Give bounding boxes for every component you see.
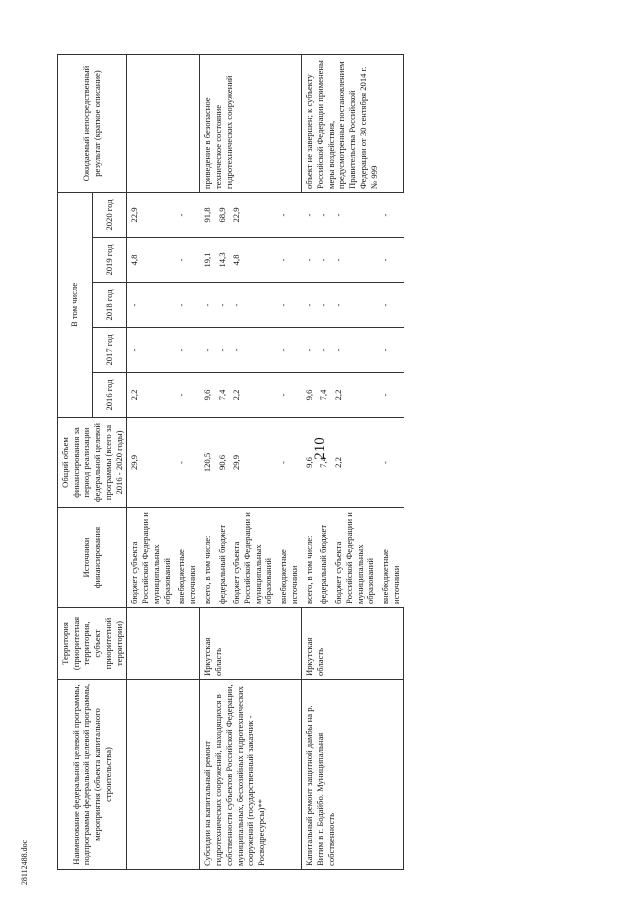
year-cell: - <box>378 328 403 373</box>
year-cell: - <box>276 373 301 418</box>
year-cell: - <box>316 238 331 283</box>
header-year: 2016 год <box>92 373 127 418</box>
header-sources: Источники финансирования <box>58 508 127 608</box>
rotated-table-container <box>57 55 557 870</box>
year-cell: 68,9 <box>215 193 230 238</box>
header-name: Наименование федеральной целевой программы, подпрограммы федеральной целевой программы, мероприятия (объекта капитального строительства) <box>58 680 127 870</box>
total-cell: 29,9 <box>229 418 276 508</box>
total-cell: - <box>174 418 199 508</box>
source-cell: бюджет субъекта Российской Федерации и муниципальных образований <box>229 508 276 608</box>
source-cell: внебюджетные источники <box>276 508 301 608</box>
year-cell: 9,6 <box>302 373 317 418</box>
year-cell: - <box>302 283 317 328</box>
year-cell: 14,3 <box>215 238 230 283</box>
year-cell: 2,2 <box>127 373 174 418</box>
total-cell: 9,6 <box>302 418 317 508</box>
source-cell: всего, в том числе: <box>302 508 317 608</box>
year-cell: - <box>229 283 276 328</box>
year-cell: - <box>276 193 301 238</box>
territory-cell: Иркутская область <box>302 608 404 680</box>
year-cell: - <box>331 238 378 283</box>
year-cell: 4,8 <box>229 238 276 283</box>
year-cell: - <box>378 193 403 238</box>
name-cell: Капитальный ремонт защитной дамбы на р. Витим в г. Бодайбо. Муниципальная собственность <box>302 680 404 870</box>
source-cell: федеральный бюджет <box>215 508 230 608</box>
total-cell: 120,5 <box>200 418 215 508</box>
table-row <box>127 55 174 870</box>
year-cell: - <box>215 328 230 373</box>
total-cell: 7,4 <box>316 418 331 508</box>
header-year: 2020 год <box>92 193 127 238</box>
year-cell: - <box>127 328 174 373</box>
header-year: 2018 год <box>92 283 127 328</box>
year-cell: 4,8 <box>127 238 174 283</box>
year-cell: - <box>331 328 378 373</box>
year-cell: - <box>200 328 215 373</box>
header-year: 2017 год <box>92 328 127 373</box>
year-cell: 91,8 <box>200 193 215 238</box>
total-cell: 2,2 <box>331 418 378 508</box>
header-year: 2019 год <box>92 238 127 283</box>
year-cell: - <box>174 328 199 373</box>
year-cell: - <box>316 193 331 238</box>
total-cell: - <box>378 418 403 508</box>
year-cell: - <box>302 328 317 373</box>
result-cell: объект не завершен; к субъекту Российской Федерации применены меры воздействия, предусмотренные постановлением Правительства Российской Федерации от 30 сентября 2014 г. № 999 <box>302 55 404 193</box>
header-territory: Территория (приоритетная территория, субъект приоритетной территории) <box>58 608 127 680</box>
year-cell: - <box>378 238 403 283</box>
table-row <box>200 55 215 870</box>
year-cell: - <box>200 283 215 328</box>
result-cell: приведение в безопасное техническое состояние гидротехнических сооружений <box>200 55 302 193</box>
source-cell: внебюджетные источники <box>174 508 199 608</box>
year-cell: - <box>378 283 403 328</box>
year-cell: 2,2 <box>229 373 276 418</box>
year-cell: - <box>174 283 199 328</box>
year-cell: 7,4 <box>215 373 230 418</box>
total-cell: 90,6 <box>215 418 230 508</box>
year-cell: 22,9 <box>127 193 174 238</box>
name-cell <box>127 680 200 870</box>
year-cell: - <box>174 238 199 283</box>
year-cell: - <box>229 328 276 373</box>
header-including: В том числе <box>58 193 93 418</box>
total-cell: - <box>276 418 301 508</box>
source-cell: внебюджетные источники <box>378 508 403 608</box>
year-cell: - <box>302 193 317 238</box>
source-cell: федеральный бюджет <box>316 508 331 608</box>
year-cell: 9,6 <box>200 373 215 418</box>
year-cell: 2,2 <box>331 373 378 418</box>
page-number: 210 <box>311 437 328 460</box>
year-cell: 22,9 <box>229 193 276 238</box>
source-cell: бюджет субъекта Российской Федерации и муниципальных образований <box>127 508 174 608</box>
year-cell: - <box>378 373 403 418</box>
year-cell: - <box>174 373 199 418</box>
document-filename: 28112488.doc <box>20 839 30 886</box>
header-result: Ожидаемый непосредственный результат (краткое описание) <box>58 55 127 193</box>
table-row <box>302 55 317 870</box>
year-cell: - <box>276 283 301 328</box>
year-cell: - <box>302 238 317 283</box>
year-cell: 7,4 <box>316 373 331 418</box>
territory-cell <box>127 608 200 680</box>
year-cell: - <box>215 283 230 328</box>
year-cell: - <box>276 328 301 373</box>
year-cell: - <box>127 283 174 328</box>
year-cell: - <box>331 193 378 238</box>
territory-cell: Иркутская область <box>200 608 302 680</box>
total-cell: 29,9 <box>127 418 174 508</box>
result-cell <box>127 55 200 193</box>
name-cell: Субсидии на капитальный ремонт гидротехнических сооружений, находящихся в собственности субъектов Российской Федерации, муниципальных, бесхозяйных гидротехнических сооружений (государственный заказчик - Росводресурсы)** <box>200 680 302 870</box>
source-cell: всего, в том числе: <box>200 508 215 608</box>
financing-table <box>57 54 404 870</box>
year-cell: - <box>331 283 378 328</box>
header-total: Общий объем финансирования за период реализации федеральной целевой программы (всего за 2016 - 2020 годы) <box>58 418 127 508</box>
year-cell: 19,1 <box>200 238 215 283</box>
source-cell: бюджет субъекта Российской Федерации и муниципальных образований <box>331 508 378 608</box>
year-cell: - <box>316 283 331 328</box>
year-cell: - <box>276 238 301 283</box>
year-cell: - <box>316 328 331 373</box>
year-cell: - <box>174 193 199 238</box>
